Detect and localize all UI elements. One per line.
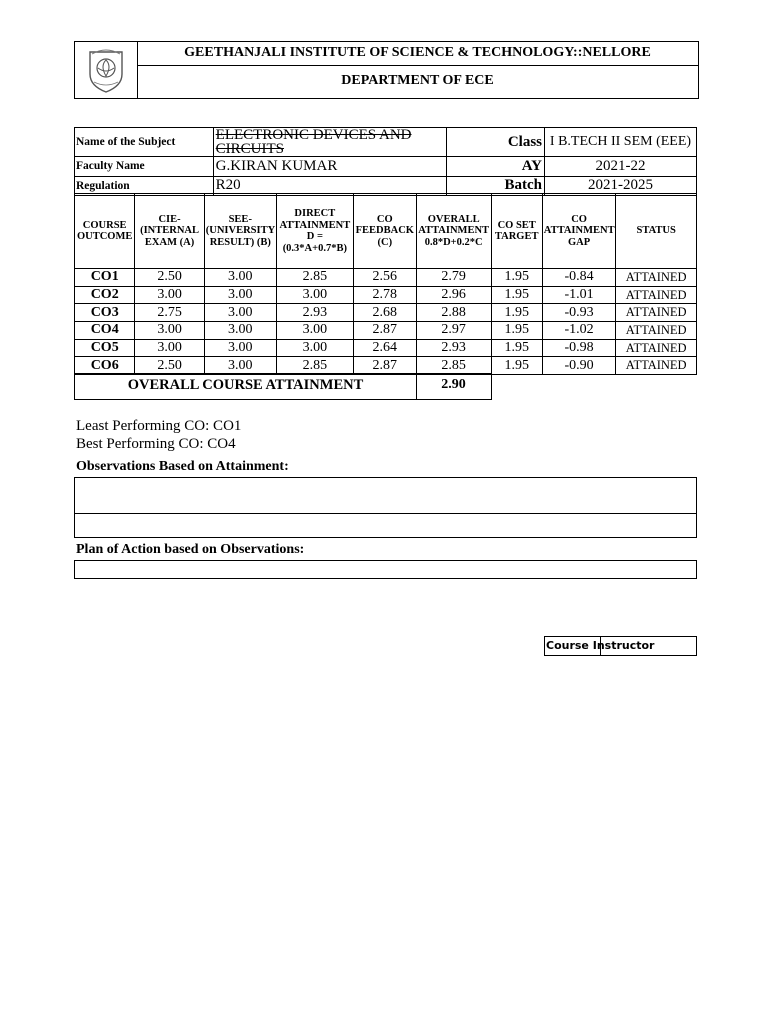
- subject-value: ELECTRONIC DEVICES AND CIRCUITS: [213, 128, 447, 157]
- header-co-set-target: CO SET TARGET: [491, 194, 542, 269]
- table-header-row: [75, 194, 697, 269]
- feedback-cell: 2.56: [353, 269, 416, 287]
- overall-cell: 2.79: [416, 269, 491, 287]
- see-cell: 3.00: [204, 286, 276, 304]
- batch-label: Batch: [447, 176, 545, 196]
- overall-cell: 2.88: [416, 304, 491, 322]
- direct-cell: 3.00: [276, 322, 353, 340]
- course-instructor-box: [544, 636, 697, 656]
- co-cell: CO1: [75, 269, 135, 287]
- see-cell: 3.00: [204, 357, 276, 375]
- gap-cell: -0.98: [542, 339, 616, 357]
- status-cell: ATTAINED: [616, 269, 697, 287]
- header-direct-attainment: DIRECT ATTAINMENT D = (0.3*A+0.7*B): [276, 194, 353, 269]
- direct-cell: 2.85: [276, 269, 353, 287]
- status-cell: ATTAINED: [616, 322, 697, 340]
- class-value: I B.TECH II SEM (EEE): [545, 128, 697, 157]
- see-cell: 3.00: [204, 269, 276, 287]
- target-cell: 1.95: [491, 304, 542, 322]
- co-cell: CO6: [75, 357, 135, 375]
- co-cell: CO3: [75, 304, 135, 322]
- department-name: DEPARTMENT OF ECE: [341, 73, 494, 88]
- subject-label: Name of the Subject: [75, 128, 214, 157]
- cie-cell: 2.50: [135, 357, 204, 375]
- least-performing-co: Least Performing CO: CO1: [76, 418, 242, 434]
- overall-cell: 2.96: [416, 286, 491, 304]
- best-performing-co: Best Performing CO: CO4: [76, 436, 236, 452]
- faculty-label: Faculty Name: [75, 157, 214, 177]
- header-co-feedback: CO FEEDBACK (C): [353, 194, 416, 269]
- overall-attainment-value: 2.90: [441, 377, 466, 392]
- regulation-value: R20: [213, 176, 447, 196]
- feedback-cell: 2.64: [353, 339, 416, 357]
- see-cell: 3.00: [204, 322, 276, 340]
- direct-cell: 2.85: [276, 357, 353, 375]
- header-see: SEE-(UNIVERSITY RESULT) (B): [204, 194, 276, 269]
- observations-heading: Observations Based on Attainment:: [76, 459, 289, 474]
- overall-cell: 2.93: [416, 339, 491, 357]
- gap-cell: -0.93: [542, 304, 616, 322]
- document-header: [74, 41, 699, 99]
- co-attainment-table: [74, 193, 697, 375]
- status-cell: ATTAINED: [616, 286, 697, 304]
- instructor-divider: [600, 637, 601, 655]
- overall-cell: 2.97: [416, 322, 491, 340]
- table-row: [75, 357, 697, 375]
- course-info-table: [74, 127, 697, 196]
- see-cell: 3.00: [204, 304, 276, 322]
- target-cell: 1.95: [491, 322, 542, 340]
- co-cell: CO2: [75, 286, 135, 304]
- logo-cell: [75, 42, 138, 98]
- observations-box: [74, 477, 697, 538]
- plan-of-action-heading: Plan of Action based on Observations:: [76, 542, 305, 557]
- status-cell: ATTAINED: [616, 357, 697, 375]
- institute-name: GEETHANJALI INSTITUTE OF SCIENCE & TECHNOLOGY::NELLORE: [137, 42, 698, 66]
- direct-cell: 2.93: [276, 304, 353, 322]
- cie-cell: 2.50: [135, 269, 204, 287]
- table-row: [75, 339, 697, 357]
- batch-value: 2021-2025: [545, 176, 697, 196]
- class-label: Class: [447, 128, 545, 157]
- gap-cell: -0.84: [542, 269, 616, 287]
- table-row: [75, 286, 697, 304]
- faculty-value: G.KIRAN KUMAR: [213, 157, 447, 177]
- table-row: [75, 322, 697, 340]
- ay-label: AY: [447, 157, 545, 177]
- cie-cell: 3.00: [135, 322, 204, 340]
- target-cell: 1.95: [491, 286, 542, 304]
- feedback-cell: 2.87: [353, 357, 416, 375]
- direct-cell: 3.00: [276, 286, 353, 304]
- institute-logo-icon: [84, 44, 128, 94]
- feedback-cell: 2.78: [353, 286, 416, 304]
- gap-cell: -1.01: [542, 286, 616, 304]
- observations-divider: [75, 513, 696, 514]
- overall-attainment-row: [74, 373, 492, 400]
- header-co-attainment-gap: CO ATTAINMENT GAP: [542, 194, 616, 269]
- status-cell: ATTAINED: [616, 339, 697, 357]
- gap-cell: -0.90: [542, 357, 616, 375]
- feedback-cell: 2.68: [353, 304, 416, 322]
- overall-attainment-label: OVERALL COURSE ATTAINMENT: [75, 374, 417, 399]
- cie-cell: 2.75: [135, 304, 204, 322]
- table-row: [75, 269, 697, 287]
- co-cell: CO5: [75, 339, 135, 357]
- co-cell: CO4: [75, 322, 135, 340]
- header-overall-attainment: OVERALL ATTAINMENT 0.8*D+0.2*C: [416, 194, 491, 269]
- course-instructor-label: Course Instructor: [546, 639, 655, 652]
- target-cell: 1.95: [491, 339, 542, 357]
- cie-cell: 3.00: [135, 339, 204, 357]
- header-cie: CIE-(INTERNAL EXAM (A): [135, 194, 204, 269]
- overall-cell: 2.85: [416, 357, 491, 375]
- feedback-cell: 2.87: [353, 322, 416, 340]
- table-row: [75, 304, 697, 322]
- plan-of-action-box: [74, 560, 697, 579]
- status-cell: ATTAINED: [616, 304, 697, 322]
- target-cell: 1.95: [491, 269, 542, 287]
- see-cell: 3.00: [204, 339, 276, 357]
- ay-value: 2021-22: [545, 157, 697, 177]
- gap-cell: -1.02: [542, 322, 616, 340]
- header-course-outcome: COURSE OUTCOME: [75, 194, 135, 269]
- direct-cell: 3.00: [276, 339, 353, 357]
- regulation-label: Regulation: [75, 176, 214, 196]
- target-cell: 1.95: [491, 357, 542, 375]
- cie-cell: 3.00: [135, 286, 204, 304]
- header-status: STATUS: [616, 194, 697, 269]
